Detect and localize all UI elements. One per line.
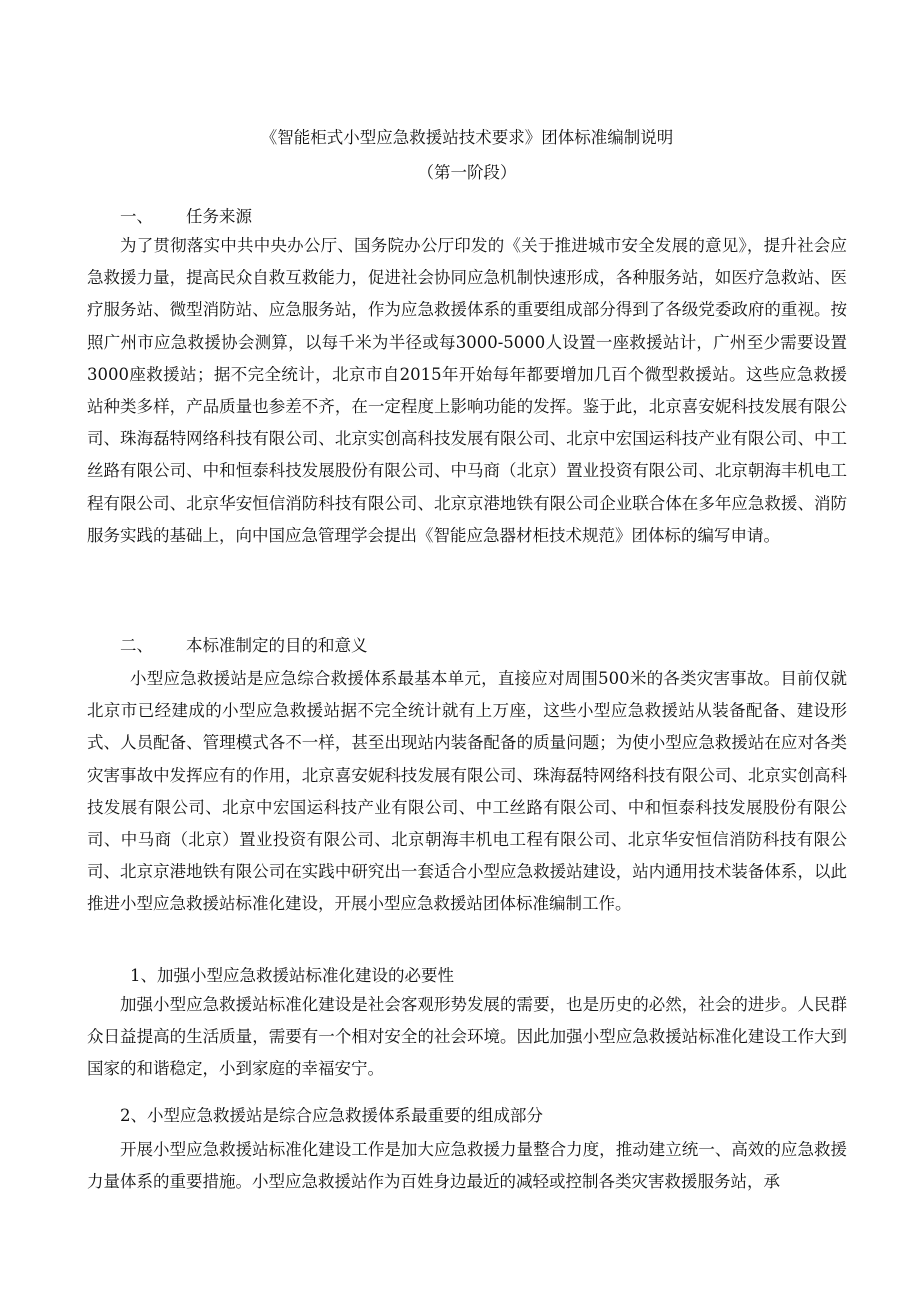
section-2-number: 二、 (120, 636, 153, 655)
section-2-heading (120, 636, 368, 656)
document-title: 《智能柜式小型应急救援站技术要求》团体标准编制说明 (260, 128, 674, 147)
section-1-heading (120, 207, 252, 227)
subsection-1-paragraph: 加强小型应急救援站标准化建设是社会客观形势发展的需要，也是历史的必然，社会的进步。人民群众日益提高的生活质量，需要有一个相对安全的社会环境。因此加强小型应急救援站标准化建设工作大到国家的和谐稳定，小到家庭的幸福安宁。 (87, 995, 847, 1079)
section-1-paragraph: 为了贯彻落实中共中央办公厅、国务院办公厅印发的《关于推进城市安全发展的意见》，提升社会应急救援力量，提高民众自救互救能力，促进社会协同应急机制快速形成，各种服务站，如医疗急救站、医疗服务站、微型消防站、应急服务站，作为应急救援体系的重要组成部分得到了各级党委政府的重视。按照广州市应急救援协会测算，以每千米为半径或每3000-5000人设置一座救援站计，广州至少需要设置3000座救援站；据不完全统计，北京市自2015年开始每年都要增加几百个微型救援站。这些应急救援站种类多样，产品质量也参差不齐，在一定程度上影响功能的发挥。鉴于此，北京喜安妮科技发展有限公司、珠海磊特网络科技有限公司、北京实创高科技发展有限公司、北京中宏国运科技产业有限公司、中工丝路有限公司、中和恒泰科技发展股份有限公司、中马商（北京）置业投资有限公司、北京朝海丰机电工程有限公司、北京华安恒信消防科技有限公司、北京京港地铁有限公司企业联合体在多年应急救援、消防服务实践的基础上，向中国应急管理学会提出《智能应急器材柜技术规范》团体标的编写申请。 (87, 236, 847, 545)
subsection-2-paragraph: 开展小型应急救援站标准化建设工作是加大应急救援力量整合力度，推动建立统一、高效的应急救援力量体系的重要措施。小型应急救援站作为百姓身边最近的减轻或控制各类灾害救援服务站，承 (87, 1140, 847, 1192)
section-1-number: 一、 (120, 207, 153, 226)
section-1-title: 任务来源 (186, 207, 252, 226)
section-2-title: 本标准制定的目的和意义 (186, 636, 368, 655)
subsection-1-heading: 1、加强小型应急救援站标准化建设的必要性 (130, 966, 454, 985)
section-2-paragraph: 小型应急救援站是应急综合救援体系最基本单元，直接应对周围500米的各类灾害事故。目前仅就北京市已经建成的小型应急救援站据不完全统计就有上万座，这些小型应急救援站从装备配备、建设形式、人员配备、管理模式各不一样，甚至出现站内装备配备的质量问题；为使小型应急救援站在应对各类灾害事故中发挥应有的作用，北京喜安妮科技发展有限公司、珠海磊特网络科技有限公司、北京实创高科技发展有限公司、北京中宏国运科技产业有限公司、中工丝路有限公司、中和恒泰科技发展股份有限公司、中马商（北京）置业投资有限公司、北京朝海丰机电工程有限公司、北京华安恒信消防科技有限公司、北京京港地铁有限公司在实践中研究出一套适合小型应急救援站建设，站内通用技术装备体系，以此推进小型应急救援站标准化建设，开展小型应急救援站团体标准编制工作。 (87, 669, 847, 914)
subsection-2-heading: 2、小型应急救援站是综合应急救援体系最重要的组成部分 (120, 1106, 543, 1125)
document-subtitle: （第一阶段） (417, 163, 517, 182)
